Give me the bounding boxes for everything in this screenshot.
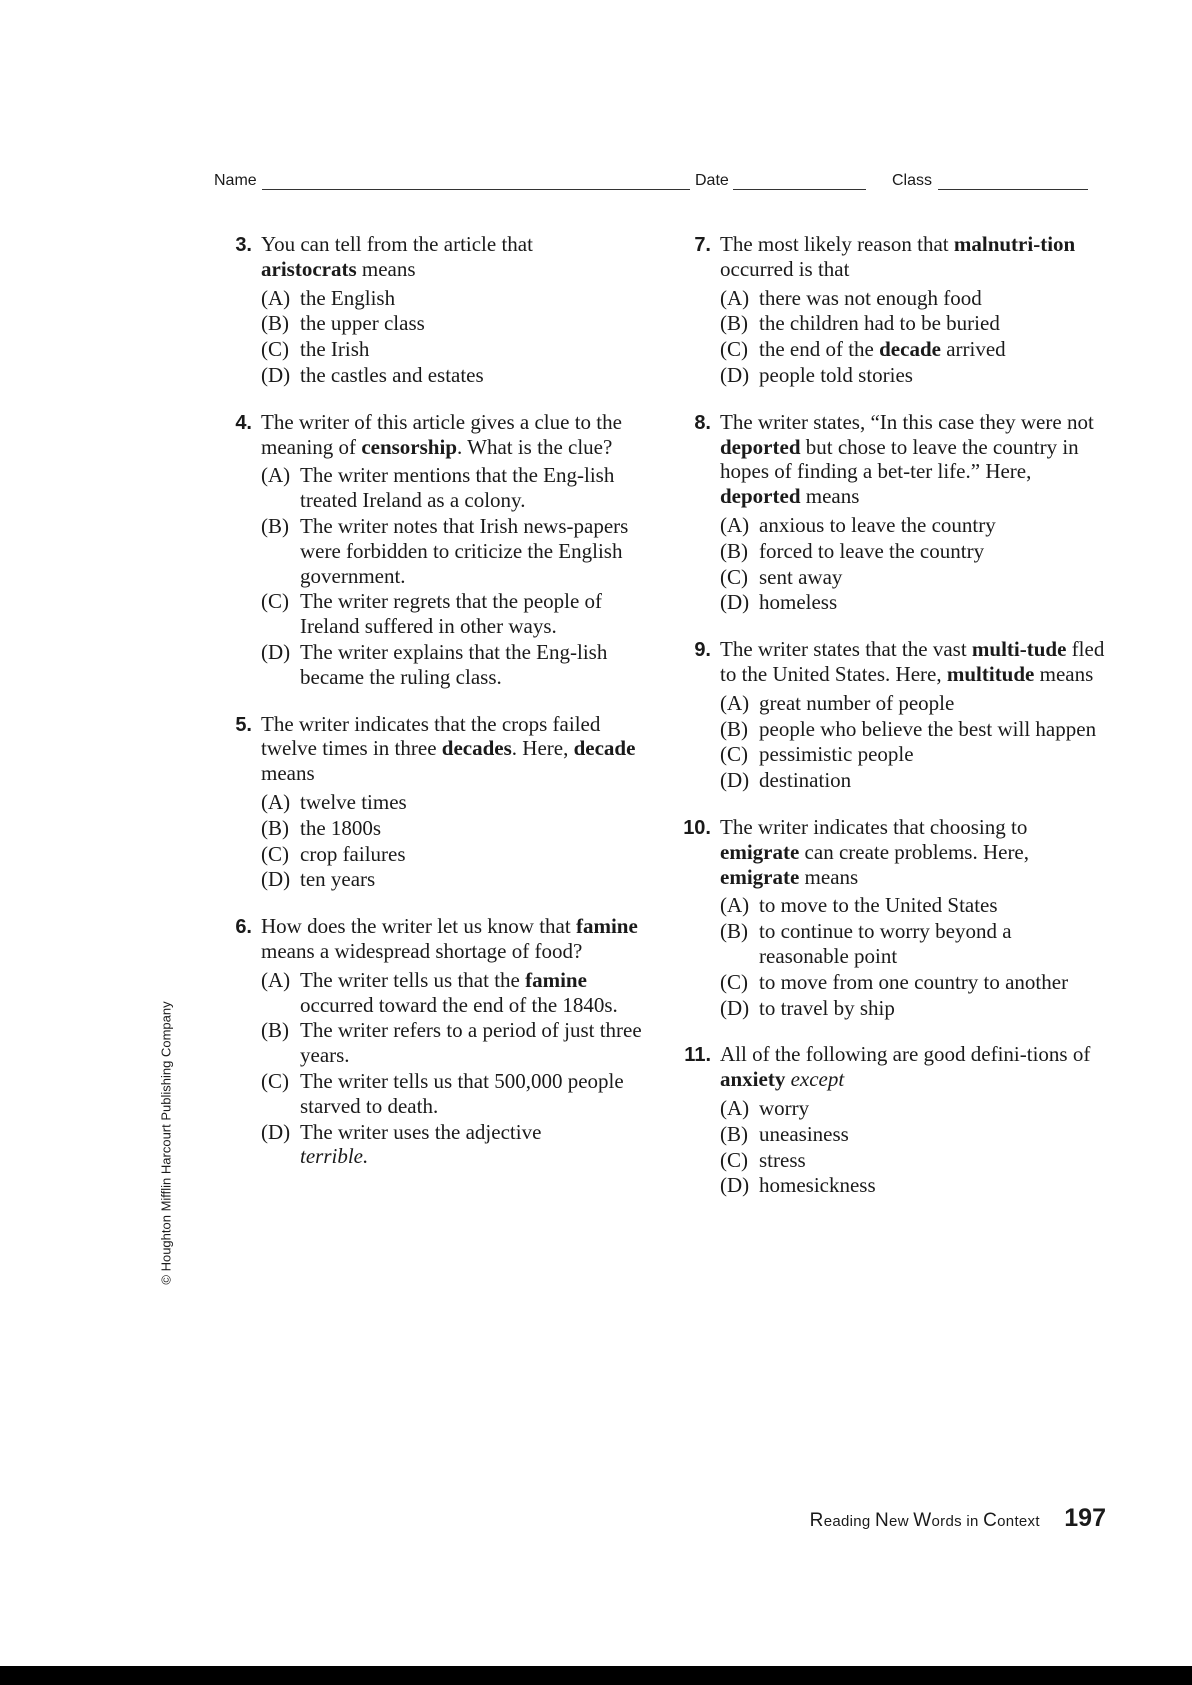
answer-option[interactable]: (D) ten years — [261, 867, 376, 892]
class-label: Class — [892, 172, 933, 189]
answer-option[interactable]: (D) homesickness — [720, 1173, 876, 1198]
question-number: 3. — [235, 234, 252, 256]
answer-option[interactable]: (D) The writer uses the adjective terrible. — [261, 1119, 542, 1169]
answer-option[interactable]: (C) The writer tells us that 500,000 people starved to death. — [261, 1068, 624, 1118]
answer-option[interactable]: (D) to travel by ship — [720, 995, 895, 1020]
question-stem: You can tell from the article that aristocrats means — [261, 232, 533, 281]
answer-option[interactable]: (A) to move to the United States — [720, 893, 998, 918]
answer-option[interactable]: (A) The writer mentions that the Eng-lish treated Ireland as a colony. — [261, 463, 615, 513]
answer-option[interactable]: (C) pessimistic people — [720, 742, 914, 767]
left-column — [226, 232, 646, 1191]
question-11 — [685, 1042, 1105, 1198]
question-stem: The writer of this article gives a clue to the meaning of censorship. What is the clue? — [261, 409, 622, 459]
date-label: Date — [695, 172, 729, 189]
scan-edge-bar — [0, 1666, 1192, 1685]
answer-option[interactable]: (A) The writer tells us that the famine occurred toward the end of the 1840s. — [261, 967, 618, 1017]
answer-option[interactable]: (B) the children had to be buried — [720, 311, 1000, 336]
answer-option[interactable]: (C) crop failures — [261, 841, 406, 866]
answer-option[interactable]: (A) twelve times — [261, 789, 407, 814]
question-number: 8. — [694, 411, 711, 434]
question-10 — [685, 815, 1105, 1020]
answer-option[interactable]: (D) homeless — [720, 590, 838, 615]
question-3 — [226, 232, 646, 388]
answer-option[interactable]: (B) forced to leave the country — [720, 538, 985, 563]
page-number: 197 — [1064, 1504, 1106, 1532]
question-8 — [685, 410, 1105, 615]
question-stem: The writer states that the vast multi-tude fled to the United States. Here, multitude means — [720, 637, 1105, 686]
answer-option[interactable]: (B) the 1800s — [261, 815, 382, 840]
question-stem: How does the writer let us know that famine means a widespread shortage of food? — [261, 914, 638, 963]
answer-option[interactable]: (D) people told stories — [720, 362, 913, 387]
question-number: 7. — [694, 234, 711, 256]
question-number: 4. — [235, 411, 252, 434]
question-4 — [226, 410, 646, 690]
answer-option[interactable]: (C) the end of the decade arrived — [720, 337, 1006, 362]
question-stem: The most likely reason that malnutri-tion occurred is that — [720, 232, 1076, 281]
answer-option[interactable]: (D) destination — [720, 768, 852, 793]
question-number: 6. — [235, 916, 252, 939]
question-9 — [685, 637, 1105, 793]
question-6 — [226, 914, 646, 1169]
question-stem: The writer indicates that the crops failed twelve times in three decades. Here, decade means — [261, 711, 636, 786]
question-7 — [685, 232, 1105, 388]
question-stem: The writer states, “In this case they were not deported but chose to leave the country in hopes of finding a bet-ter life.” Here, deported means — [720, 409, 1094, 509]
question-number: 9. — [694, 639, 711, 662]
answer-option[interactable]: (A) anxious to leave the country — [720, 512, 996, 537]
copyright-notice: © Houghton Mifflin Harcourt Publishing Company — [158, 1001, 174, 1285]
answer-option[interactable]: (C) sent away — [720, 564, 843, 589]
answer-option[interactable]: (B) The writer refers to a period of just three years. — [261, 1018, 642, 1068]
question-stem: All of the following are good defini-tions of anxiety except — [720, 1042, 1091, 1092]
answer-option[interactable]: (B) the upper class — [261, 311, 425, 336]
answer-option[interactable]: (D) the castles and estates — [261, 362, 484, 387]
right-column — [685, 232, 1105, 1220]
question-number: 5. — [235, 713, 252, 736]
answer-option[interactable]: (B) people who believe the best will happen — [720, 716, 1097, 741]
question-number: 10. — [683, 816, 711, 839]
section-title: Reading New Words in Context — [809, 1510, 1040, 1531]
question-stem: The writer indicates that choosing to emigrate can create problems. Here, emigrate means — [720, 814, 1030, 889]
answer-option[interactable]: (A) there was not enough food — [720, 285, 982, 310]
page-footer — [810, 1504, 1106, 1533]
answer-option[interactable]: (C) to move from one country to another — [720, 969, 1069, 994]
answer-option[interactable]: (C) The writer regrets that the people of Ireland suffered in other ways. — [261, 589, 603, 639]
answer-option[interactable]: (A) the English — [261, 285, 396, 310]
student-info-header — [214, 170, 1090, 194]
answer-option[interactable]: (D) The writer explains that the Eng-lish became the ruling class. — [261, 639, 608, 689]
answer-option[interactable]: (B) uneasiness — [720, 1121, 849, 1146]
answer-option[interactable]: (B) The writer notes that Irish news-papers were forbidden to criticize the English government. — [261, 513, 629, 588]
answer-option[interactable]: (C) stress — [720, 1147, 806, 1172]
answer-option[interactable]: (A) worry — [720, 1095, 810, 1120]
name-field[interactable] — [262, 189, 690, 190]
name-label: Name — [214, 172, 257, 189]
class-field[interactable] — [938, 189, 1088, 190]
date-field[interactable] — [733, 189, 866, 190]
question-number: 11. — [684, 1044, 711, 1067]
answer-option[interactable]: (A) great number of people — [720, 690, 955, 715]
question-5 — [226, 712, 646, 893]
answer-option[interactable]: (B) to continue to worry beyond a reasonable point — [720, 919, 1012, 968]
answer-option[interactable]: (C) the Irish — [261, 337, 370, 362]
